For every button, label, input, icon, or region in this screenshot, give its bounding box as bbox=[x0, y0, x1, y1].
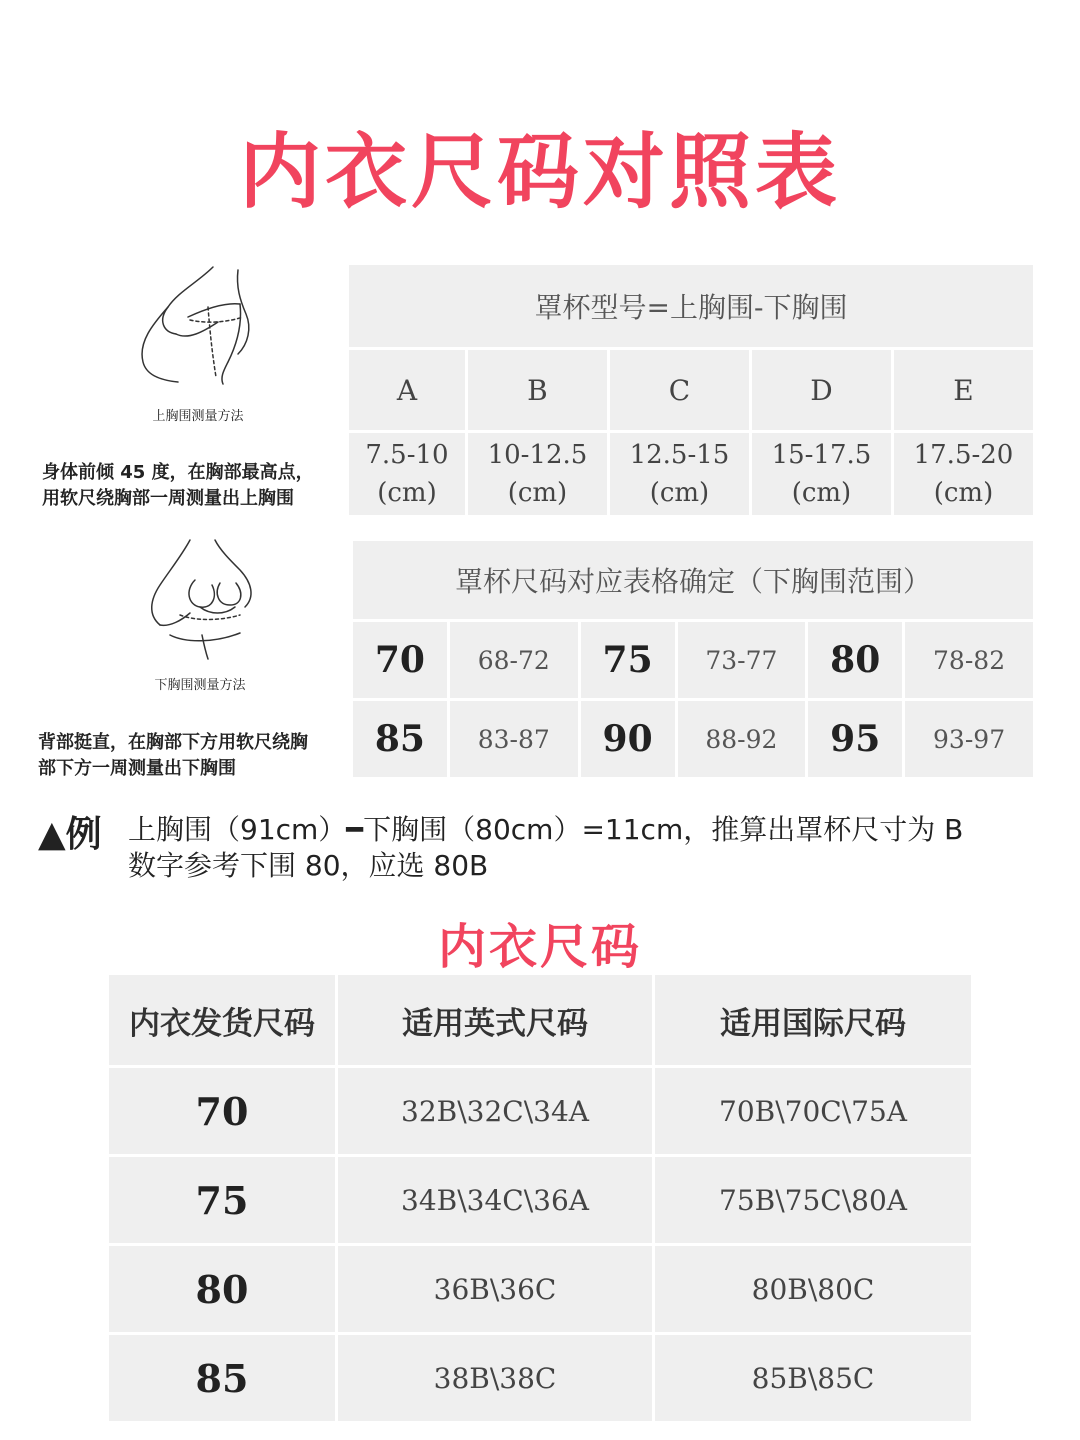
uk-size: 38B\38C bbox=[338, 1335, 652, 1421]
uk-size: 34B\34C\36A bbox=[338, 1157, 652, 1243]
cup-unit: (cm) bbox=[377, 478, 437, 508]
intl-size: 85B\85C bbox=[655, 1335, 971, 1421]
cup-unit: (cm) bbox=[933, 478, 994, 508]
band-size: 75 bbox=[581, 622, 675, 698]
lower-desc-line: 背部挺直，在胸部下方用软尺绕胸 bbox=[38, 732, 308, 753]
cup-letter: C bbox=[610, 350, 749, 430]
cup-range: 10-12.5 bbox=[487, 440, 588, 470]
size-table-header: 适用英式尺码 bbox=[338, 975, 652, 1065]
band-size: 80 bbox=[808, 622, 902, 698]
table-row bbox=[109, 1246, 971, 1332]
cup-range: 15-17.5 bbox=[771, 440, 872, 470]
intl-size: 70B\70C\75A bbox=[655, 1068, 971, 1154]
cup-range: 17.5-20 bbox=[913, 440, 1014, 470]
page-title: 内衣尺码对照表 bbox=[238, 125, 841, 220]
uk-size: 36B\36C bbox=[338, 1246, 652, 1332]
cup-size-table bbox=[346, 262, 1036, 518]
section-subtitle: 内衣尺码 bbox=[437, 919, 642, 975]
band-range: 78-82 bbox=[905, 622, 1033, 698]
cup-unit: (cm) bbox=[507, 478, 568, 508]
cup-unit: (cm) bbox=[649, 478, 710, 508]
size-table-header: 适用国际尺码 bbox=[655, 975, 971, 1065]
size-table-header: 内衣发货尺码 bbox=[109, 975, 335, 1065]
table-row bbox=[109, 1157, 971, 1243]
band-range: 93-97 bbox=[905, 701, 1033, 777]
uk-size: 32B\32C\34A bbox=[338, 1068, 652, 1154]
upper-bust-illustration bbox=[128, 262, 268, 387]
example-lead: ▲例 bbox=[38, 814, 102, 855]
example-line-2: 数字参考下围 80，应选 80B bbox=[128, 849, 489, 882]
lower-bust-measure-icon bbox=[140, 535, 265, 660]
band-size: 95 bbox=[808, 701, 902, 777]
band-table-header: 罩杯尺码对应表格确定（下胸围范围） bbox=[353, 541, 1033, 619]
ship-size: 80 bbox=[109, 1246, 335, 1332]
table-row bbox=[109, 1335, 971, 1421]
cup-range-cell bbox=[894, 433, 1033, 515]
band-size: 70 bbox=[353, 622, 447, 698]
lower-bust-description bbox=[38, 730, 358, 782]
band-size: 90 bbox=[581, 701, 675, 777]
cup-unit: (cm) bbox=[791, 478, 852, 508]
band-size-table bbox=[350, 538, 1036, 780]
lower-bust-illustration bbox=[140, 535, 265, 660]
upper-bust-caption: 上胸围测量方法 bbox=[152, 409, 244, 424]
lower-bust-caption: 下胸围测量方法 bbox=[154, 678, 246, 693]
lower-desc-line: 部下方一周测量出下胸围 bbox=[38, 758, 236, 779]
band-range: 83-87 bbox=[450, 701, 578, 777]
ship-size: 70 bbox=[109, 1068, 335, 1154]
upper-bust-measure-icon bbox=[128, 262, 268, 387]
cup-letter: B bbox=[468, 350, 607, 430]
cup-range-cell bbox=[349, 433, 465, 515]
cup-table-header: 罩杯型号=上胸围-下胸围 bbox=[349, 265, 1033, 347]
cup-range-cell bbox=[752, 433, 891, 515]
cup-letter: E bbox=[894, 350, 1033, 430]
upper-desc-line: 用软尺绕胸部一周测量出上胸围 bbox=[42, 488, 294, 509]
intl-size: 80B\80C bbox=[655, 1246, 971, 1332]
intl-size: 75B\75C\80A bbox=[655, 1157, 971, 1243]
cup-letter: D bbox=[752, 350, 891, 430]
cup-range-cell bbox=[468, 433, 607, 515]
band-range: 88-92 bbox=[678, 701, 806, 777]
table-row bbox=[109, 1068, 971, 1154]
cup-letter: A bbox=[349, 350, 465, 430]
band-size: 85 bbox=[353, 701, 447, 777]
cup-range: 7.5-10 bbox=[365, 440, 449, 470]
ship-size: 75 bbox=[109, 1157, 335, 1243]
cup-range-cell bbox=[610, 433, 749, 515]
upper-desc-line: 身体前倾 45 度，在胸部最高点， bbox=[42, 462, 314, 483]
band-range: 73-77 bbox=[678, 622, 806, 698]
upper-bust-description bbox=[42, 460, 352, 512]
example-line-1: 上胸围（91cm）━下胸围（80cm）=11cm，推算出罩杯尺寸为 B bbox=[128, 813, 964, 846]
size-conversion-table bbox=[106, 972, 974, 1424]
cup-range: 12.5-15 bbox=[629, 440, 730, 470]
ship-size: 85 bbox=[109, 1335, 335, 1421]
band-range: 68-72 bbox=[450, 622, 578, 698]
